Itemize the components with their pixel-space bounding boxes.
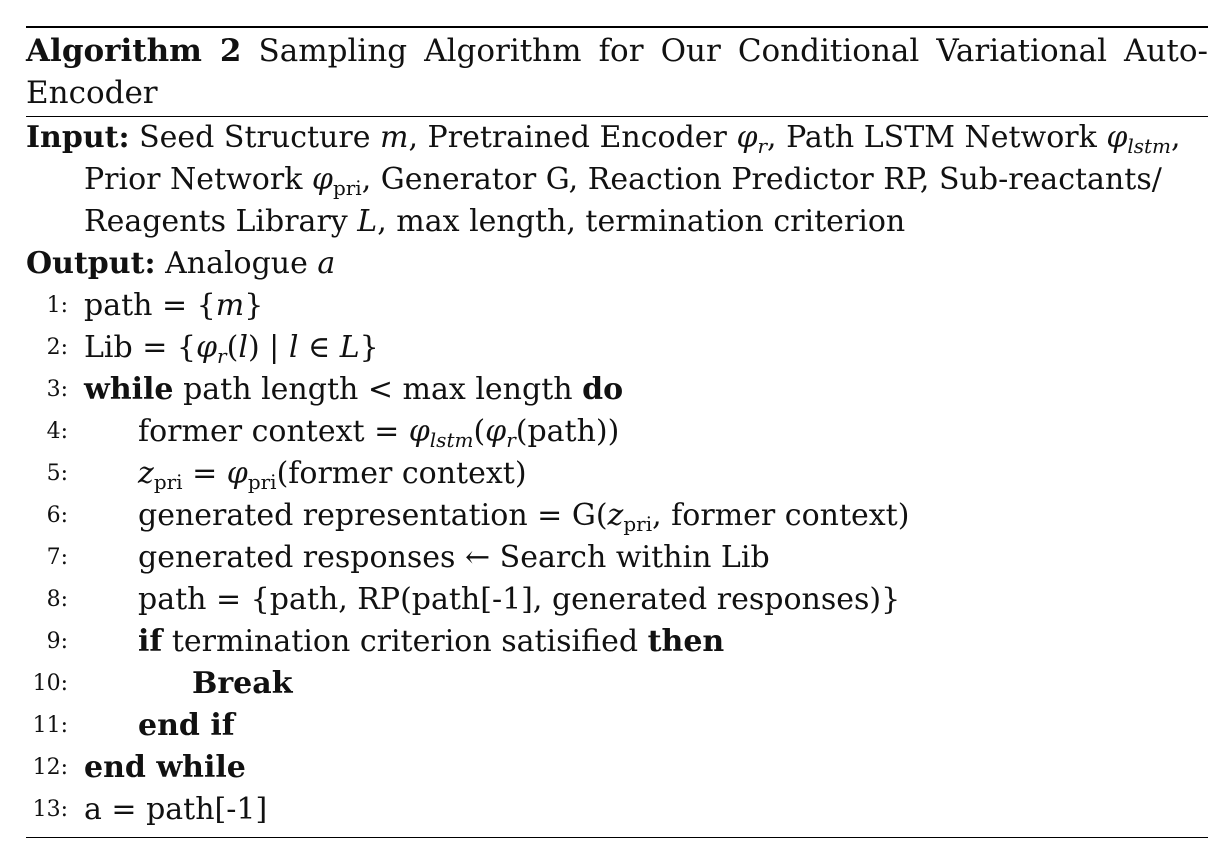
step-text: path = {path, RP(path[-1], generated responses)} <box>138 582 901 618</box>
line-number: 6: <box>46 503 68 529</box>
step-line <box>26 369 1208 411</box>
line-number: 5: <box>46 461 68 487</box>
step-text: while path length < max length do <box>84 372 624 408</box>
step-text: a = path[-1] <box>84 792 268 828</box>
math-phi: φ <box>1106 120 1128 156</box>
math-subscript: lstm <box>1127 134 1172 159</box>
step-text: Lib = {$\varphi_r(l)$ | l ∈ L} <box>84 330 379 369</box>
math-var: m <box>380 120 409 156</box>
line-number: 1: <box>46 293 68 319</box>
math-phi: φ <box>311 162 333 198</box>
math-var: L <box>357 204 378 240</box>
algorithm-caption <box>26 28 1208 116</box>
step-line <box>26 621 1208 663</box>
step-line <box>26 411 1208 453</box>
output-text: Analogue <box>165 246 318 282</box>
input-text: , max length, termination criterion <box>377 204 906 240</box>
line-number: 13: <box>32 797 68 823</box>
step-line <box>26 747 1208 789</box>
input-text: , <box>1171 120 1181 156</box>
step-line <box>26 663 1208 705</box>
bottom-rule <box>26 837 1208 838</box>
input-text: Reagents Library <box>84 204 358 240</box>
step-line <box>26 453 1208 495</box>
line-number: 3: <box>46 377 68 403</box>
step-text: end while <box>84 750 246 786</box>
step-text: $z_{pri}$ = $\varphi_{pri}(former$ context) <box>138 456 527 495</box>
line-number: 12: <box>32 755 68 781</box>
step-line <box>26 579 1208 621</box>
input-text: Prior Network <box>84 162 312 198</box>
math-phi: φ <box>736 120 758 156</box>
step-text: former context = $\varphi_{lstm}(\varphi_r(path))$ <box>138 414 620 453</box>
input-text: Seed Structure <box>139 120 381 156</box>
math-var: a <box>317 246 336 282</box>
step-line <box>26 495 1208 537</box>
step-text: if termination criterion satisified then <box>138 624 725 660</box>
line-number: 10: <box>32 671 68 697</box>
step-line <box>26 537 1208 579</box>
input-paragraph <box>26 117 1208 243</box>
step-line <box>26 327 1208 369</box>
input-text: , Generator G, Reaction Predictor RP, Sub-reactants/ <box>361 162 1162 198</box>
line-number: 2: <box>46 335 68 361</box>
step-line <box>26 285 1208 327</box>
algorithm-label: Algorithm 2 <box>26 33 242 69</box>
step-text: generated responses ← Search within Lib <box>138 540 770 576</box>
output-paragraph <box>26 243 1208 285</box>
math-subscript: pri <box>332 176 362 201</box>
input-label: Input: <box>26 120 130 156</box>
line-number: 4: <box>46 419 68 445</box>
algorithm-steps <box>26 285 1208 831</box>
output-label: Output: <box>26 246 156 282</box>
line-number: 7: <box>46 545 68 571</box>
line-number: 9: <box>46 629 68 655</box>
algorithm-block <box>26 26 1208 838</box>
line-number: 8: <box>46 587 68 613</box>
step-text: end if <box>138 708 235 744</box>
step-text: Break <box>192 666 293 702</box>
input-text: , Pretrained Encoder <box>408 120 737 156</box>
step-text: path = {m} <box>84 288 264 324</box>
algorithm-title: Sampling Algorithm for Our Conditional Variational Auto-Encoder <box>26 33 1208 111</box>
input-spec <box>26 117 1208 285</box>
step-text: generated representation = $G(z_{pri}$, former context) <box>138 498 910 537</box>
math-subscript: r <box>757 134 768 159</box>
step-line <box>26 789 1208 831</box>
line-number: 11: <box>32 713 68 739</box>
step-line <box>26 705 1208 747</box>
input-text: , Path LSTM Network <box>767 120 1107 156</box>
